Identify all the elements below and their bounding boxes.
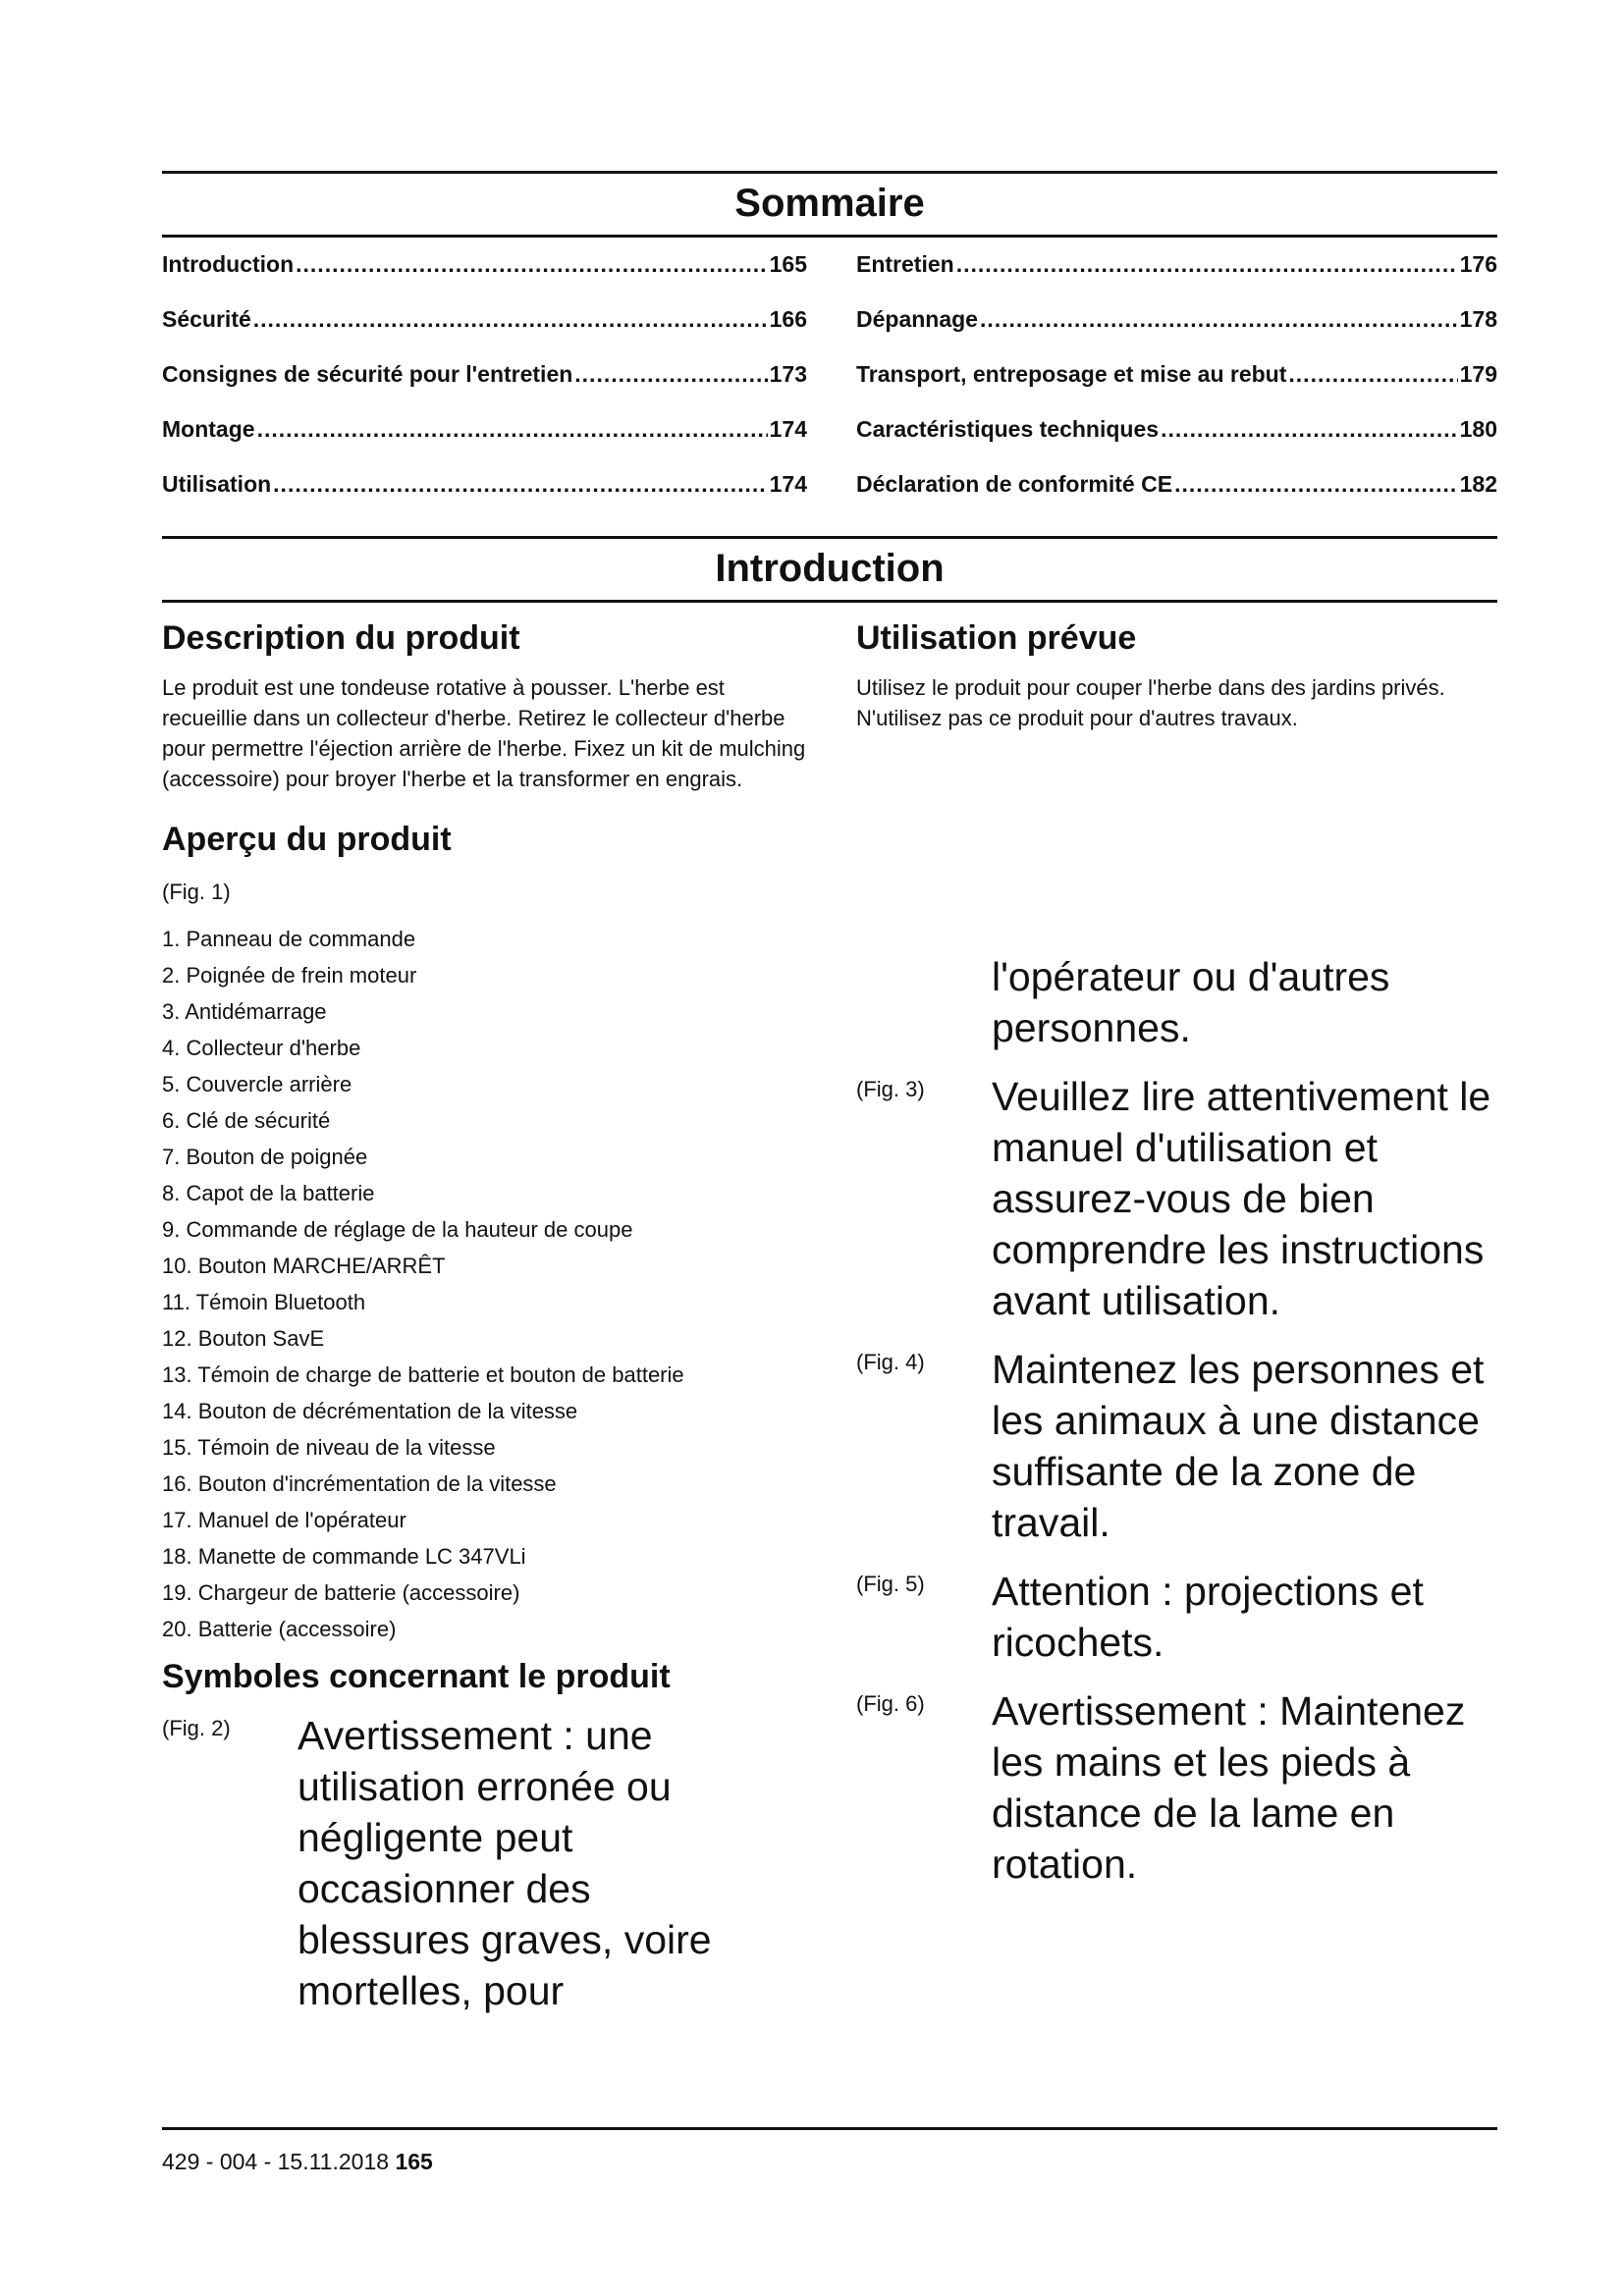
toc-entry-title: Sécurité [162, 306, 251, 332]
fig-ref: (Fig. 4) [856, 1349, 925, 1374]
list-item: 2. Poignée de frein moteur [162, 962, 417, 988]
list-item: 8. Capot de la batterie [162, 1180, 375, 1205]
toc-dot-leader [296, 251, 767, 278]
toc-entry-page: 165 [769, 251, 807, 277]
toc-entry-title: Utilisation [162, 471, 272, 497]
symbol-fig6 [856, 1685, 1497, 1890]
list-item: 16. Bouton d'incrémentation de la vitesse [162, 1470, 557, 1496]
list-item: 1. Panneau de commande [162, 926, 416, 951]
toc-dot-leader [574, 361, 767, 388]
toc-entry-page: 179 [1459, 361, 1497, 387]
toc-entry-page: 180 [1459, 416, 1497, 442]
toc-entry-title: Déclaration de conformité CE [856, 471, 1173, 497]
list-item: 19. Chargeur de batterie (accessoire) [162, 1579, 520, 1605]
list-item: 14. Bouton de décrémentation de la vitesse [162, 1398, 578, 1423]
list-item: 10. Bouton MARCHE/ARRÊT [162, 1253, 446, 1278]
symbol-continuation [856, 951, 1497, 1053]
toc-dot-leader [1174, 471, 1458, 498]
list-item: 18. Manette de commande LC 347VLi [162, 1543, 526, 1569]
toc-entry-title: Dépannage [856, 306, 978, 332]
document-page [162, 0, 1497, 2296]
symbol-text: Avertissement : Maintenez les mains et les pieds à distance de la lame en rotation. [992, 1687, 1466, 1887]
symbol-text: Maintenez les personnes et les animaux à une distance suffisante de la zone de travail. [992, 1346, 1485, 1545]
toc-entry-title: Caractéristiques techniques [856, 416, 1160, 442]
footer-page-number: 165 [395, 2149, 433, 2174]
toc-dot-leader [257, 416, 768, 443]
toc-entry-title: Montage [162, 416, 255, 442]
overview-title: Aperçu du produit [162, 820, 452, 858]
list-item: 5. Couvercle arrière [162, 1071, 352, 1096]
footer-rule [162, 2127, 1497, 2130]
list-item: 12. Bouton SavE [162, 1325, 325, 1351]
toc-entry-page: 174 [769, 471, 807, 497]
toc-entry-depannage[interactable] [856, 306, 1497, 361]
list-item: 17. Manuel de l'opérateur [162, 1507, 406, 1532]
symbol-text: Avertissement : une utilisation erronée ou négligente peut occasionner des blessures graves, voire mortelles, pour [298, 1713, 712, 2014]
fig-ref: (Fig. 2) [162, 1716, 231, 1741]
page-footer [162, 2149, 433, 2175]
toc-entry-declaration-ce[interactable] [856, 471, 1497, 526]
toc-entry-page: 173 [769, 361, 807, 387]
description-title: Description du produit [162, 619, 520, 657]
toc-entry-page: 176 [1459, 251, 1497, 277]
toc-entry-page: 182 [1459, 471, 1497, 497]
usage-text: Utilisez le produit pour couper l'herbe dans des jardins privés. N'utilisez pas ce produit pour d'autres travaux. [856, 674, 1445, 730]
right-column [856, 618, 1497, 1890]
introduction-heading: Introduction [715, 547, 945, 590]
toc-dot-leader [1288, 361, 1457, 388]
list-item: 13. Témoin de charge de batterie et bouton de batterie [162, 1362, 684, 1387]
toc-entry-title: Entretien [856, 251, 954, 277]
sommaire-heading: Sommaire [734, 182, 925, 225]
footer-code: 429 - 004 - 15.11.2018 [162, 2149, 390, 2174]
toc-entry-page: 178 [1459, 306, 1497, 332]
toc-entry-utilisation[interactable] [162, 471, 807, 526]
overview-fig-ref: (Fig. 1) [162, 879, 231, 904]
fig-ref: (Fig. 6) [856, 1690, 925, 1716]
toc-dot-leader [1161, 416, 1458, 443]
toc-dot-leader [253, 306, 768, 333]
toc-entry-caracteristiques[interactable] [856, 416, 1497, 471]
list-item: 11. Témoin Bluetooth [162, 1289, 366, 1314]
toc-entry-title: Transport, entreposage et mise au rebut [856, 361, 1287, 387]
list-item: 9. Commande de réglage de la hauteur de coupe [162, 1216, 633, 1242]
toc-entry-entretien[interactable] [856, 251, 1497, 306]
toc-dot-leader [273, 471, 767, 498]
fig-ref: (Fig. 5) [856, 1571, 925, 1596]
toc-entry-securite[interactable] [162, 306, 807, 361]
fig-spacer [856, 951, 992, 957]
usage-title: Utilisation prévue [856, 619, 1137, 657]
toc-dot-leader [956, 251, 1458, 278]
toc-dot-leader [980, 306, 1458, 333]
toc-entry-introduction[interactable] [162, 251, 807, 306]
toc-entry-montage[interactable] [162, 416, 807, 471]
list-item: 20. Batterie (accessoire) [162, 1616, 397, 1641]
toc-right-column [856, 251, 1497, 526]
list-item: 7. Bouton de poignée [162, 1144, 368, 1169]
toc-entry-page: 174 [769, 416, 807, 442]
symbol-text: Attention : projections et ricochets. [992, 1568, 1424, 1665]
sommaire-banner [162, 171, 1497, 238]
left-column [162, 618, 810, 2016]
toc-entry-title: Consignes de sécurité pour l'entretien [162, 361, 573, 387]
symbol-fig4 [856, 1344, 1497, 1548]
fig-ref: (Fig. 3) [856, 1076, 925, 1101]
symbol-fig5 [856, 1566, 1497, 1668]
parts-list [162, 921, 810, 1647]
list-item: 6. Clé de sécurité [162, 1107, 331, 1133]
toc-entry-consignes-entretien[interactable] [162, 361, 807, 416]
symbol-fig3 [856, 1071, 1497, 1326]
toc-entry-page: 166 [769, 306, 807, 332]
introduction-banner [162, 536, 1497, 603]
list-item: 4. Collecteur d'herbe [162, 1035, 361, 1060]
symbols-title: Symboles concernant le produit [162, 1657, 671, 1695]
toc-entry-title: Introduction [162, 251, 295, 277]
toc-left-column [162, 251, 807, 526]
list-item: 15. Témoin de niveau de la vitesse [162, 1434, 496, 1460]
symbol-text: Veuillez lire attentivement le manuel d'utilisation et assurez-vous de bien comprendre les instructions avant utilisation. [992, 1073, 1491, 1323]
list-item: 3. Antidémarrage [162, 998, 327, 1024]
toc-entry-transport[interactable] [856, 361, 1497, 416]
description-text: Le produit est une tondeuse rotative à pousser. L'herbe est recueillie dans un collecteur d'herbe. Retirez le collecteur d'herbe pour permettre l'éjection arrière de l'herbe. Fixez un kit de mulching (accessoire) pour broyer l'herbe et la transformer en engrais. [162, 674, 806, 791]
symbol-fig2 [162, 1710, 810, 2016]
symbol-text: l'opérateur ou d'autres personnes. [992, 953, 1390, 1050]
